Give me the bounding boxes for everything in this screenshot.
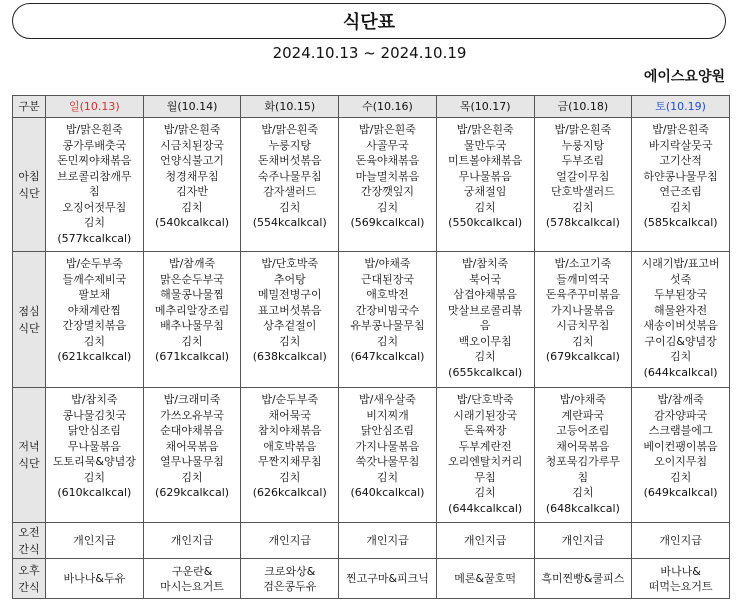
menu-item: 해물콩나물찜 [160,288,224,301]
snack-cell-pm-snack-6: 바나나&떠먹는요거트 [632,559,730,599]
menu-item: 오이지무침 [654,455,708,468]
menu-item: 음 [479,319,491,332]
meal-cell-dinner-6 [632,388,730,523]
row-label-line: 점심 [18,304,40,318]
row-label-line: 식단 [18,321,40,335]
menu-item: 청포묵김가루무 [545,455,621,468]
menu-item: (649kcalkcal) [643,486,718,499]
organization-name: 에이스요양원 [643,69,725,85]
meal-cell-dinner-5 [534,388,632,523]
menu-item: 김치 [376,470,399,484]
meal-cell-breakfast-0 [46,118,144,252]
menu-item: 김치 [669,350,692,363]
row-label-line: 식단 [18,457,40,470]
menu-item: (550kcalkcal) [448,216,523,229]
meal-cell-lunch-6 [632,252,730,388]
menu-item: 맑은순두부국 [160,272,224,286]
menu-item: (585kcalkcal) [643,216,718,229]
menu-item: 베이컨팽이볶음 [643,439,718,453]
menu-item: 간장멸치볶음 [62,319,127,332]
meal-row-dinner [13,388,730,523]
snack-cell-am-snack-4: 개인지급 [436,523,534,559]
menu-item: (679kcalkcal) [545,350,620,363]
menu-item: 두부계란전 [458,439,512,453]
menu-item: 김치 [474,350,496,363]
menu-item: 돈채버섯볶음 [257,154,322,167]
meal-cell-breakfast-3 [339,118,437,252]
menu-item: 섯죽 [669,272,692,286]
menu-item: 고등어조림 [556,424,610,437]
day-header-1: 월(10.14) [143,96,241,118]
menu-item: 김치 [279,200,301,214]
menu-item: 시금치무침 [556,319,610,332]
menu-item: 삼겹야채볶음 [453,288,518,301]
menu-item: 배추나물무침 [160,319,224,332]
menu-item: 김치 [572,200,594,214]
menu-item: 들깨미역국 [556,272,610,286]
menu-item: 두부조림 [561,154,605,167]
snack-row-pm-snack [13,559,730,599]
menu-item: (540kcalkcal) [155,216,230,229]
menu-item: 밥/순두부죽 [65,257,123,270]
menu-item: 채어묵국 [268,408,312,422]
menu-item: 미트볼야채볶음 [447,154,523,167]
menu-item: 메추리알장조림 [154,303,230,317]
meal-cell-dinner-4 [436,388,534,523]
snack-cell-pm-snack-4: 메론&꿀호떡 [436,559,534,599]
meal-cell-lunch-4 [436,252,534,388]
menu-item: 돈육짜장 [463,424,507,437]
snack-cell-pm-snack-5: 흑미찐빵&쿨피스 [534,559,632,599]
menu-item: (626kcalkcal) [252,486,327,499]
day-header-4: 목(10.17) [436,96,534,118]
menu-item: 순대야채볶음 [160,424,224,437]
menu-item: 시래기된장국 [453,408,518,422]
row-label-line: 오전 [18,525,40,539]
menu-item: (569kcalkcal) [350,216,425,229]
page-title: 식단표 [342,12,396,33]
menu-item: 가지나물볶음 [355,439,420,453]
menu-item: 가지나물볶음 [550,303,615,317]
snack-cell-am-snack-5: 개인지급 [534,523,632,559]
menu-item: (621kcalkcal) [57,350,132,363]
menu-item: 김치 [376,334,399,348]
menu-item: 김치 [83,470,105,484]
menu-item: 무침 [474,470,496,484]
menu-item: 애호박볶음 [263,439,317,453]
meal-cell-dinner-1 [143,388,241,523]
menu-item: 밥/소고기죽 [554,257,612,270]
title-box [12,3,726,39]
menu-item: 숙주나물무침 [257,169,322,183]
menu-item: 쑥갓나물무침 [355,455,420,468]
menu-item: 북어국 [469,272,502,286]
menu-item: (638kcalkcal) [252,350,327,363]
menu-item: 얼갈이무침 [556,169,610,183]
menu-item: 근대된장국 [360,272,415,286]
menu-item: 무나물볶음 [67,439,121,453]
menu-item: 돈민찌야채볶음 [57,154,132,167]
meal-cell-dinner-2 [241,388,339,523]
menu-item: (577kcalkcal) [57,231,132,245]
snack-cell-am-snack-0: 개인지급 [46,523,144,559]
menu-item: (629kcalkcal) [155,486,230,499]
menu-item: 밥/새우살죽 [359,393,416,406]
menu-item: 김치 [181,470,203,484]
menu-item: 고기산적 [659,154,702,167]
menu-item: 밥/야채죽 [364,257,411,270]
header-row [13,96,730,118]
meal-cell-lunch-1 [143,252,241,388]
meal-cell-lunch-0 [46,252,144,388]
menu-item: (671kcalkcal) [155,350,230,363]
menu-item: 밥/야채죽 [559,393,606,406]
menu-item: 오리엔탈치커리 [447,455,523,468]
menu-item: 물만두국 [463,138,507,152]
menu-item: 밥/참치죽 [71,393,118,406]
menu-item: (578kcalkcal) [545,216,620,229]
menu-item: 애호박전 [366,288,409,301]
menu-item: 비지찌개 [366,408,409,422]
menu-item: 바지락살뭇국 [648,138,713,152]
menu-item: 김치 [83,216,105,229]
meal-cell-breakfast-4 [436,118,534,252]
menu-item: 밥/맑은흰죽 [554,123,612,136]
menu-item: 청경채무침 [165,169,219,183]
snack-cell-am-snack-6: 개인지급 [632,523,730,559]
menu-item: 감자양파국 [654,408,708,422]
menu-item: 추어탕 [273,272,306,286]
menu-item: 김치 [572,334,594,348]
menu-item: 팔보채 [78,288,111,301]
menu-item: 돈육야채볶음 [355,154,420,167]
day-header-5: 금(10.18) [534,96,632,118]
menu-item: 김치 [279,470,301,484]
menu-item: 밥/맑은흰죽 [261,123,319,136]
menu-item: 간장비빔국수 [355,303,420,317]
meal-label-breakfast [13,118,46,252]
snack-cell-pm-snack-0: 바나나&두유 [46,559,144,599]
menu-item: 상추겉절이 [263,319,317,332]
menu-item: 밥/맑은흰죽 [456,123,514,136]
menu-item: (554kcalkcal) [252,216,327,229]
menu-item: 사골무국 [366,138,409,152]
day-header-2: 화(10.15) [241,96,339,118]
menu-item: 김치 [376,200,399,214]
meal-plan-table [12,95,730,599]
menu-item: 김치 [669,470,692,484]
menu-item: 들깨수제비국 [62,272,127,286]
menu-item: 콩나물김칫국 [62,408,127,422]
menu-item: 시금치된장국 [160,138,224,152]
menu-item: 밥/크래미죽 [163,393,221,406]
menu-item: 콩가루배춧국 [62,138,127,152]
menu-item: 언양식불고기 [160,154,224,167]
day-header-3: 수(10.16) [339,96,437,118]
menu-item: 김치 [181,334,203,348]
meal-label-lunch [13,252,46,388]
menu-item: 누룽지탕 [561,138,605,152]
menu-item: 김치 [83,334,105,348]
corner-header: 구분 [13,96,46,118]
menu-item: 궁채절임 [463,185,507,198]
row-label-line: 간식 [18,580,40,594]
date-range: 2024.10.13 ~ 2024.10.19 [272,44,467,62]
menu-item: 김치 [474,200,496,214]
menu-item: 단호박샐러드 [550,185,615,198]
snack-row-am-snack [13,523,730,559]
menu-item: 백오이무침 [458,334,512,348]
menu-item: 해물완자전 [654,303,708,317]
menu-item: 스크램블에그 [648,424,713,437]
day-header-0: 일(10.13) [46,96,144,118]
menu-item: 김자반 [176,185,208,198]
menu-item: 채어묵볶음 [165,439,219,453]
meal-cell-breakfast-2 [241,118,339,252]
meal-cell-lunch-3 [339,252,437,388]
meal-cell-dinner-3 [339,388,437,523]
menu-item: 마늘멸치볶음 [355,169,420,183]
menu-item: 밥/맑은흰죽 [359,123,416,136]
menu-item: 채어묵볶음 [556,439,610,453]
menu-item: 도토리묵&양념장 [52,455,136,468]
menu-item: (644kcalkcal) [643,365,718,379]
menu-item: 표고버섯볶음 [257,303,322,317]
meal-cell-breakfast-1 [143,118,241,252]
menu-item: (655kcalkcal) [448,365,523,379]
snack-cell-pm-snack-3: 찐고구마&피크닉 [339,559,437,599]
meal-cell-lunch-5 [534,252,632,388]
snack-cell-am-snack-3: 개인지급 [339,523,437,559]
menu-item: 김치 [474,486,496,499]
row-label-line: 저녁 [18,440,40,453]
menu-item: 밥/참깨죽 [657,393,704,406]
snack-cell-am-snack-1: 개인지급 [143,523,241,559]
menu-item: (647kcalkcal) [350,350,425,363]
menu-item: 밥/단호박죽 [456,393,514,406]
row-label-line: 간식 [18,542,40,556]
meal-cell-dinner-0 [46,388,144,523]
menu-item: 밥/맑은흰죽 [652,123,710,136]
menu-item: 열무나물무침 [160,455,224,468]
menu-item: 새송이버섯볶음 [643,319,718,332]
menu-item: 시래기밥/표고버 [641,257,720,270]
meal-row-lunch [13,252,730,388]
snack-label-pm-snack [13,559,46,599]
menu-item: 감자샐러드 [263,185,317,198]
menu-item: 닭안심조림 [67,424,121,437]
menu-item: 간장깻잎지 [360,185,415,198]
menu-item: 계란파국 [561,408,605,422]
meal-cell-breakfast-6 [632,118,730,252]
menu-item: 밥/참치죽 [462,257,509,270]
meal-label-dinner [13,388,46,523]
menu-item: 침 [89,185,100,198]
menu-item: 무나물볶음 [458,169,512,183]
menu-item: (610kcalkcal) [57,486,132,499]
snack-cell-am-snack-2: 개인지급 [241,523,339,559]
menu-item: (640kcalkcal) [350,486,425,499]
menu-item: 무짠지채무침 [257,455,322,468]
menu-item: 김치 [669,200,692,214]
menu-item: 돈육주꾸미볶음 [545,288,621,301]
menu-item: (644kcalkcal) [448,501,523,515]
snack-cell-pm-snack-2: 크로와상&검은콩두유 [241,559,339,599]
menu-item: 밥/참깨죽 [168,257,216,270]
row-label-line: 오후 [18,563,40,577]
menu-item: 하얀콩나물무침 [643,169,718,183]
menu-item: 두부된장국 [654,288,708,301]
menu-item: 유부콩나물무침 [350,319,425,332]
menu-item: 김치 [181,200,203,214]
menu-item: 밥/단호박죽 [261,257,319,270]
menu-item: 야채계란찜 [67,303,121,317]
day-header-6: 토(10.19) [632,96,730,118]
menu-item: 구이김&양념장 [644,334,717,348]
menu-item: 연근조림 [659,185,702,198]
snack-label-am-snack [13,523,46,559]
menu-item: 밥/맑은흰죽 [163,123,221,136]
menu-item: (648kcalkcal) [545,501,620,515]
menu-item: 오징어젓무침 [62,200,127,214]
menu-item: 메밀전병구이 [257,288,322,301]
menu-item: 닭안심조림 [360,424,415,437]
menu-item: 밥/맑은흰죽 [65,123,123,136]
row-label-line: 식단 [18,186,40,200]
meal-cell-breakfast-5 [534,118,632,252]
menu-item: 가쓰오유부국 [160,408,224,422]
snack-cell-pm-snack-1: 구운란&마시는요거트 [143,559,241,599]
meal-cell-lunch-2 [241,252,339,388]
menu-item: 맛살브로콜리볶 [447,303,523,317]
menu-item: 브로콜리참깨무 [57,169,132,183]
menu-item: 김치 [279,334,301,348]
menu-item: 밥/순두부죽 [261,393,319,406]
menu-item: 누룽지탕 [268,138,312,152]
row-label-line: 아침 [18,169,40,183]
menu-item: 참치야채볶음 [257,424,322,437]
menu-item: 김치 [572,486,594,499]
menu-item: 침 [577,470,589,484]
meal-row-breakfast [13,118,730,252]
